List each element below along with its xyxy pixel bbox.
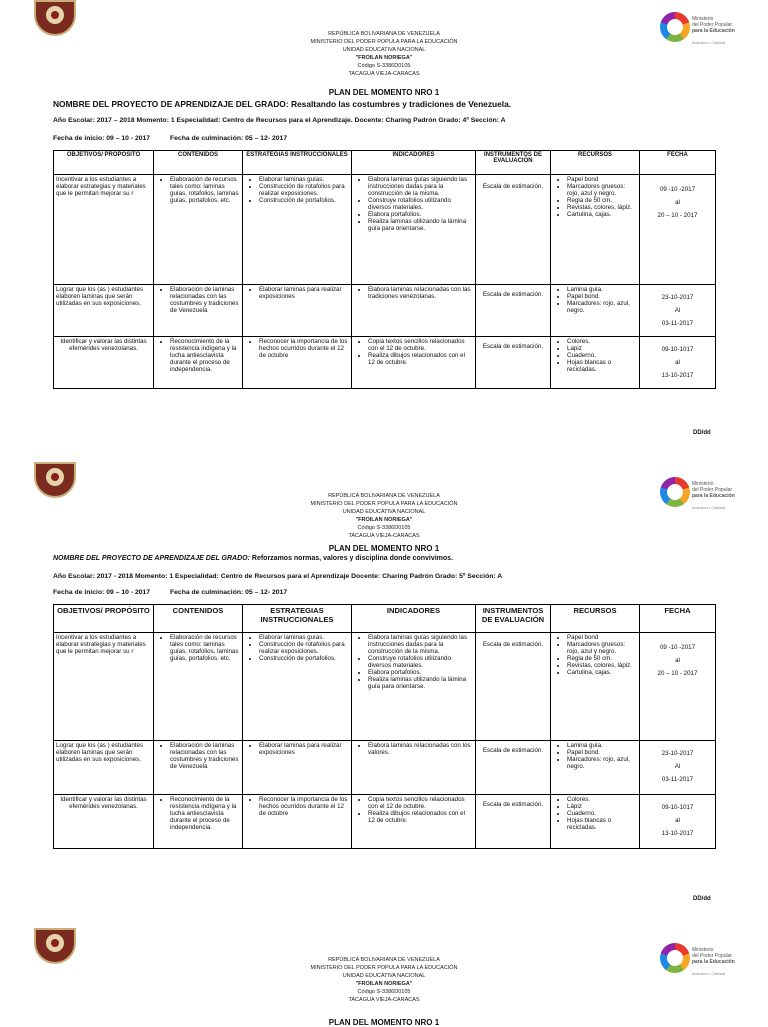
- contenidos-cell: [154, 175, 243, 285]
- list-item: • Construcción de rotafolios para realizar exposiciones.: [259, 641, 349, 655]
- objetivo-cell: Incentivar a los estudiantes a elaborar estrategias y materiales que le permitan mejorar su r: [54, 633, 154, 741]
- estrategias-cell: [243, 795, 352, 849]
- column-header: INSTRUMENTOS DE EVALUACIÓN: [476, 605, 551, 633]
- table-row: [54, 741, 716, 795]
- column-header: INDICADORES: [352, 605, 476, 633]
- institution-header: [0, 956, 768, 1004]
- ministry-logo-sub: Inclusión • Calidad: [692, 971, 725, 976]
- list-item: • Lamina guía.: [567, 742, 637, 749]
- list-item: • Colores.: [567, 338, 637, 345]
- table-row: [54, 285, 716, 337]
- list-item: • Elaborar laminas guías.: [259, 634, 349, 641]
- ministry-logo-line: del Poder Popular: [692, 487, 733, 493]
- list-item: • Copia textos sencillos relacionados con el 12 de octubre.: [368, 338, 473, 352]
- project-label: NOMBRE DEL PROYECTO DE APRENDIZAJE DEL GRADO:: [53, 99, 289, 109]
- list-item: • Lamina guía.: [567, 286, 637, 293]
- list-item: • Elaborar laminas para realizar exposiciones: [259, 742, 349, 756]
- list-item: • Realiza laminas utilizando la lámina guía para orientarse.: [368, 218, 473, 232]
- header-line: UNIDAD EDUCATIVA NACIONAL: [342, 509, 426, 515]
- objetivo-cell: Identificar y valorar las distintas efemérides venezolanas.: [54, 795, 154, 849]
- list-item: • Regla de 50 cm.: [567, 655, 637, 662]
- plan-table: [53, 150, 716, 389]
- header-line: Código S-3386D0105: [357, 989, 411, 995]
- date-text: 09-10-1017: [661, 346, 694, 353]
- date-text: Al: [674, 307, 681, 314]
- recursos-cell: [551, 633, 640, 741]
- list-item: • Cuaderno.: [567, 810, 637, 817]
- date-text: al: [675, 199, 680, 206]
- list-item: • Construcción de rotafolios para realizar exposiciones.: [259, 183, 349, 197]
- ministry-logo-line: del Poder Popular: [692, 953, 733, 959]
- list-item: • Copia textos sencillos relacionados con el 12 de octubre.: [368, 796, 473, 810]
- header-line: REPÚBLICA BOLIVARIANA DE VENEZUELA: [328, 31, 440, 37]
- list-item: • Papel bond: [567, 176, 637, 183]
- list-item: • Colores.: [567, 796, 637, 803]
- column-header: CONTENIDOS: [154, 605, 243, 633]
- list-item: • Elaboración de laminas relacionadas con las costumbres y tradiciones de Venezuela: [170, 286, 240, 314]
- list-item: • Elaboración de recursos tales como: laminas guías, rotafolios, laminas guías, portafolios. etc.: [170, 634, 240, 662]
- fecha-cell: [640, 337, 716, 389]
- header-line: "FROILAN NORIEGA": [355, 517, 413, 523]
- list-item: • Regla de 50 cm.: [567, 197, 637, 204]
- recursos-cell: [551, 175, 640, 285]
- list-item: • Cartulina, cajas.: [567, 669, 637, 676]
- list-item: • Elaboración de laminas relacionadas con las costumbres y tradiciones de Venezuela: [170, 742, 240, 770]
- ministry-logo-line: del Poder Popular: [692, 22, 733, 28]
- project-name: Resaltando las costumbres y tradiciones de Venezuela.: [290, 99, 512, 109]
- indicadores-cell: [352, 795, 476, 849]
- project-name: Reforzamos normas, valores y disciplina donde convivimos.: [251, 555, 454, 562]
- column-header: RECURSOS: [551, 151, 640, 175]
- estrategias-cell: [243, 633, 352, 741]
- indicadores-cell: [352, 175, 476, 285]
- table-row: [54, 795, 716, 849]
- project-label: NOMBRE DEL PROYECTO DE APRENDIZAJE DEL GRADO:: [53, 555, 250, 562]
- contenidos-cell: [154, 337, 243, 389]
- objetivo-cell: Incentivar a los estudiantes a elaborar estrategias y materiales que le permitan mejorar su r: [54, 175, 154, 285]
- list-item: • Lapiz: [567, 345, 637, 352]
- ministry-logo-line: para la Educación: [692, 493, 735, 499]
- recursos-cell: [551, 285, 640, 337]
- fecha-cell: [640, 741, 716, 795]
- list-item: • Realiza laminas utilizando la lámina guía para orientarse.: [368, 676, 473, 690]
- objetivo-cell: Lograr que los (as ) estudiantes elaboren laminas que serán utilizadas en sus exposiciones.: [54, 741, 154, 795]
- column-header: INSTRUMENTOS DE EVALUACIÓN: [476, 151, 551, 175]
- list-item: • Reconocimiento de la resistencia indígena y la lucha antiesclavista durante el proceso de independencia.: [170, 338, 240, 373]
- plan-title: PLAN DEL MOMENTO NRO 1: [328, 544, 440, 553]
- indicadores-cell: [352, 337, 476, 389]
- ministry-logo-line: para la Educación: [692, 28, 735, 34]
- column-header: OBJETIVOS/ PROPÓSITO: [54, 605, 154, 633]
- column-header: CONTENIDOS: [154, 151, 243, 175]
- date-text: 03-11-2017: [661, 776, 694, 783]
- list-item: • Hojas blancas o recicladas.: [567, 359, 637, 373]
- estrategias-cell: [243, 741, 352, 795]
- list-item: • Revistas, colores, lápiz.: [567, 662, 637, 669]
- header-line: REPÚBLICA BOLIVARIANA DE VENEZUELA: [328, 493, 440, 499]
- objetivo-cell: Identificar y valorar las distintas efemérides venezolanas.: [54, 337, 154, 389]
- estrategias-cell: [243, 337, 352, 389]
- header-line: REPÚBLICA BOLIVARIANA DE VENEZUELA: [328, 957, 440, 963]
- institution-header: [0, 492, 768, 540]
- list-item: • Elabora laminas relacionadas con las tradiciones venezolanas.: [368, 286, 473, 300]
- list-item: • Elabora laminas guías siguiendo las instrucciones dadas para la construcción de la misma.: [368, 634, 473, 655]
- table-header-row: [54, 605, 716, 633]
- list-item: • Reconocer la importancia de los hechos ocurridos durante el 12 de octubre: [259, 338, 349, 359]
- table-header-row: [54, 151, 716, 175]
- objetivo-cell: Lograr que los (as ) estudiantes elaboren laminas que serán utilizadas en sus exposiciones.: [54, 285, 154, 337]
- start-date: Fecha de inicio: 09 – 10 - 2017: [53, 135, 151, 142]
- indicadores-cell: [352, 285, 476, 337]
- list-item: • Marcadores gruesos: rojo, azul y negro.: [567, 183, 637, 197]
- header-line: MINISTERIO DEL PODER POPULA PARA LA EDUCACIÓN: [310, 965, 458, 971]
- info-line: Año Escolar: 2017 - 2018 Momento: 1 Especialidad: Centro de Recursos para el Aprendizaje Docente: Charing Padrón Grado: 5º Sección: A: [53, 573, 503, 580]
- fecha-cell: [640, 175, 716, 285]
- fecha-cell: [640, 633, 716, 741]
- list-item: • Hojas blancas o recicladas.: [567, 817, 637, 831]
- page-footer: DD/dd: [693, 896, 711, 902]
- estrategias-cell: [243, 175, 352, 285]
- ministry-logo-sub: Inclusión • Calidad: [692, 40, 725, 45]
- header-line: MINISTERIO DEL PODER POPULA PARA LA EDUCACIÓN: [310, 39, 458, 45]
- instrumento-cell: Escala de estimación.: [476, 285, 551, 337]
- contenidos-cell: [154, 633, 243, 741]
- table-row: [54, 175, 716, 285]
- list-item: • Construcción de portafolios.: [259, 655, 349, 662]
- column-header: INDICADORES: [352, 151, 476, 175]
- list-item: • Elaborar laminas guías.: [259, 176, 349, 183]
- instrumento-cell: Escala de estimación.: [476, 795, 551, 849]
- date-text: 03-11-2017: [661, 320, 694, 327]
- dates-line: [53, 135, 291, 142]
- plan-title: PLAN DEL MOMENTO NRO 1: [328, 88, 440, 97]
- dates-line: [53, 589, 291, 596]
- date-text: 23-10-2017: [661, 750, 694, 757]
- list-item: • Lápiz: [567, 803, 637, 810]
- list-item: • Marcadores: rojo, azul, negro.: [567, 300, 637, 314]
- end-date: Fecha de culminación: 05 – 12- 2017: [169, 135, 288, 142]
- column-header: FECHA: [640, 605, 716, 633]
- list-item: • Realiza dibujos relacionados con el 12 de octubre.: [368, 810, 473, 824]
- instrumento-cell: Escala de estimación.: [476, 633, 551, 741]
- instrumento-cell: Escala de estimación.: [476, 337, 551, 389]
- list-item: • Papel bond.: [567, 293, 637, 300]
- table-row: [54, 633, 716, 741]
- list-item: • Elabora portafolios.: [368, 211, 473, 218]
- date-text: 09 -10 -2017: [659, 186, 696, 193]
- table-row: [54, 337, 716, 389]
- ministry-logo-line: Ministerio: [692, 16, 714, 22]
- date-text: 20 – 10 - 2017: [657, 670, 698, 677]
- list-item: • Cartulina, cajas.: [567, 211, 637, 218]
- end-date: Fecha de culminación: 05 – 12- 2017: [169, 589, 288, 596]
- list-item: • Marcadores: rojo, azul, negro.: [567, 756, 637, 770]
- instrumento-cell: Escala de estimación.: [476, 175, 551, 285]
- column-header: ESTRATEGIAS INSTRUCCIONALES: [243, 151, 352, 175]
- header-line: "FROILAN NORIEGA": [355, 981, 413, 987]
- list-item: • Elabora laminas relacionadas con los valores.: [368, 742, 473, 756]
- ministry-logo-line: para la Educación: [692, 959, 735, 965]
- header-line: Código S-3386D0105: [357, 525, 411, 531]
- list-item: • Construye rotafolios utilizando diversos materiales.: [368, 197, 473, 211]
- plan-table: [53, 604, 716, 849]
- list-item: • Elabora laminas guías siguiendo las instrucciones dadas para la construcción de la misma.: [368, 176, 473, 197]
- column-header: RECURSOS: [551, 605, 640, 633]
- estrategias-cell: [243, 285, 352, 337]
- date-text: Al: [674, 763, 681, 770]
- list-item: • Revistas, colores, lápiz.: [567, 204, 637, 211]
- fecha-cell: [640, 285, 716, 337]
- list-item: • Elaborar laminas para realizar exposiciones: [259, 286, 349, 300]
- list-item: • Cuaderno.: [567, 352, 637, 359]
- date-text: 09-10-1017: [661, 804, 694, 811]
- contenidos-cell: [154, 741, 243, 795]
- list-item: • Construcción de portafolios.: [259, 197, 349, 204]
- list-item: • Construye rotafolios utilizando diversos materiales.: [368, 655, 473, 669]
- page-footer: DD/dd: [693, 430, 711, 436]
- header-line: UNIDAD EDUCATIVA NACIONAL: [342, 973, 426, 979]
- list-item: • Papel bond: [567, 634, 637, 641]
- recursos-cell: [551, 741, 640, 795]
- list-item: • Realiza dibujos relacionados con el 12 de octubre.: [368, 352, 473, 366]
- indicadores-cell: [352, 741, 476, 795]
- date-text: al: [675, 657, 680, 664]
- list-item: • Reconocer la importancia de los hechos ocurridos durante el 12 de octubre: [259, 796, 349, 817]
- ministry-logo-line: Ministerio: [692, 481, 714, 487]
- header-line: TACAGUA VIEJA-CARACAS: [348, 71, 420, 77]
- column-header: FECHA: [640, 151, 716, 175]
- fecha-cell: [640, 795, 716, 849]
- plan-title: PLAN DEL MOMENTO NRO 1: [328, 1018, 440, 1027]
- info-line: Año Escolar: 2017 – 2018 Momento: 1 Especialidad: Centro de Recursos para el Aprendizaje. Docente: Charing Padrón Grado: 4º Sección: A: [53, 117, 506, 124]
- header-line: "FROILAN NORIEGA": [355, 55, 413, 61]
- instrumento-cell: Escala de estimación.: [476, 741, 551, 795]
- date-text: 09 -10 -2017: [659, 644, 696, 651]
- institution-header: [0, 30, 768, 78]
- indicadores-cell: [352, 633, 476, 741]
- project-title: [53, 99, 511, 109]
- list-item: • Elabora portafolios.: [368, 669, 473, 676]
- header-line: UNIDAD EDUCATIVA NACIONAL: [342, 47, 426, 53]
- date-text: 20 – 10 - 2017: [657, 212, 698, 219]
- list-item: • Marcadores gruesos: rojo, azul y negro.: [567, 641, 637, 655]
- list-item: • Reconocimiento de la resistencia indígena y la lucha antiesclavista durante el proceso de independencia.: [170, 796, 240, 831]
- contenidos-cell: [154, 285, 243, 337]
- date-text: al: [675, 817, 680, 824]
- column-header: ESTRATEGIAS INSTRUCCIONALES: [243, 605, 352, 633]
- ministry-logo-sub: Inclusión • Calidad: [692, 505, 725, 510]
- ministry-logo-line: Ministerio: [692, 947, 714, 953]
- header-line: TACAGUA VIEJA-CARACAS: [348, 533, 420, 539]
- contenidos-cell: [154, 795, 243, 849]
- column-header: OBJETIVOS/ PROPÓSITO: [54, 151, 154, 175]
- recursos-cell: [551, 337, 640, 389]
- date-text: al: [675, 359, 680, 366]
- list-item: • Elaboración de recursos tales como: laminas guías, rotafolios, laminas guías, portafolios. etc.: [170, 176, 240, 204]
- recursos-cell: [551, 795, 640, 849]
- header-line: TACAGUA VIEJA-CARACAS: [348, 997, 420, 1003]
- date-text: 23-10-2017: [661, 294, 694, 301]
- list-item: • Papel bond.: [567, 749, 637, 756]
- date-text: 13-10-2017: [661, 372, 694, 379]
- date-text: 13-10-2017: [661, 830, 694, 837]
- project-title: [53, 555, 453, 562]
- start-date: Fecha de inicio: 09 – 10 - 2017: [53, 589, 151, 596]
- header-line: MINISTERIO DEL PODER POPULA PARA LA EDUCACIÓN: [310, 501, 458, 507]
- header-line: Código S-3386D0105: [357, 63, 411, 69]
